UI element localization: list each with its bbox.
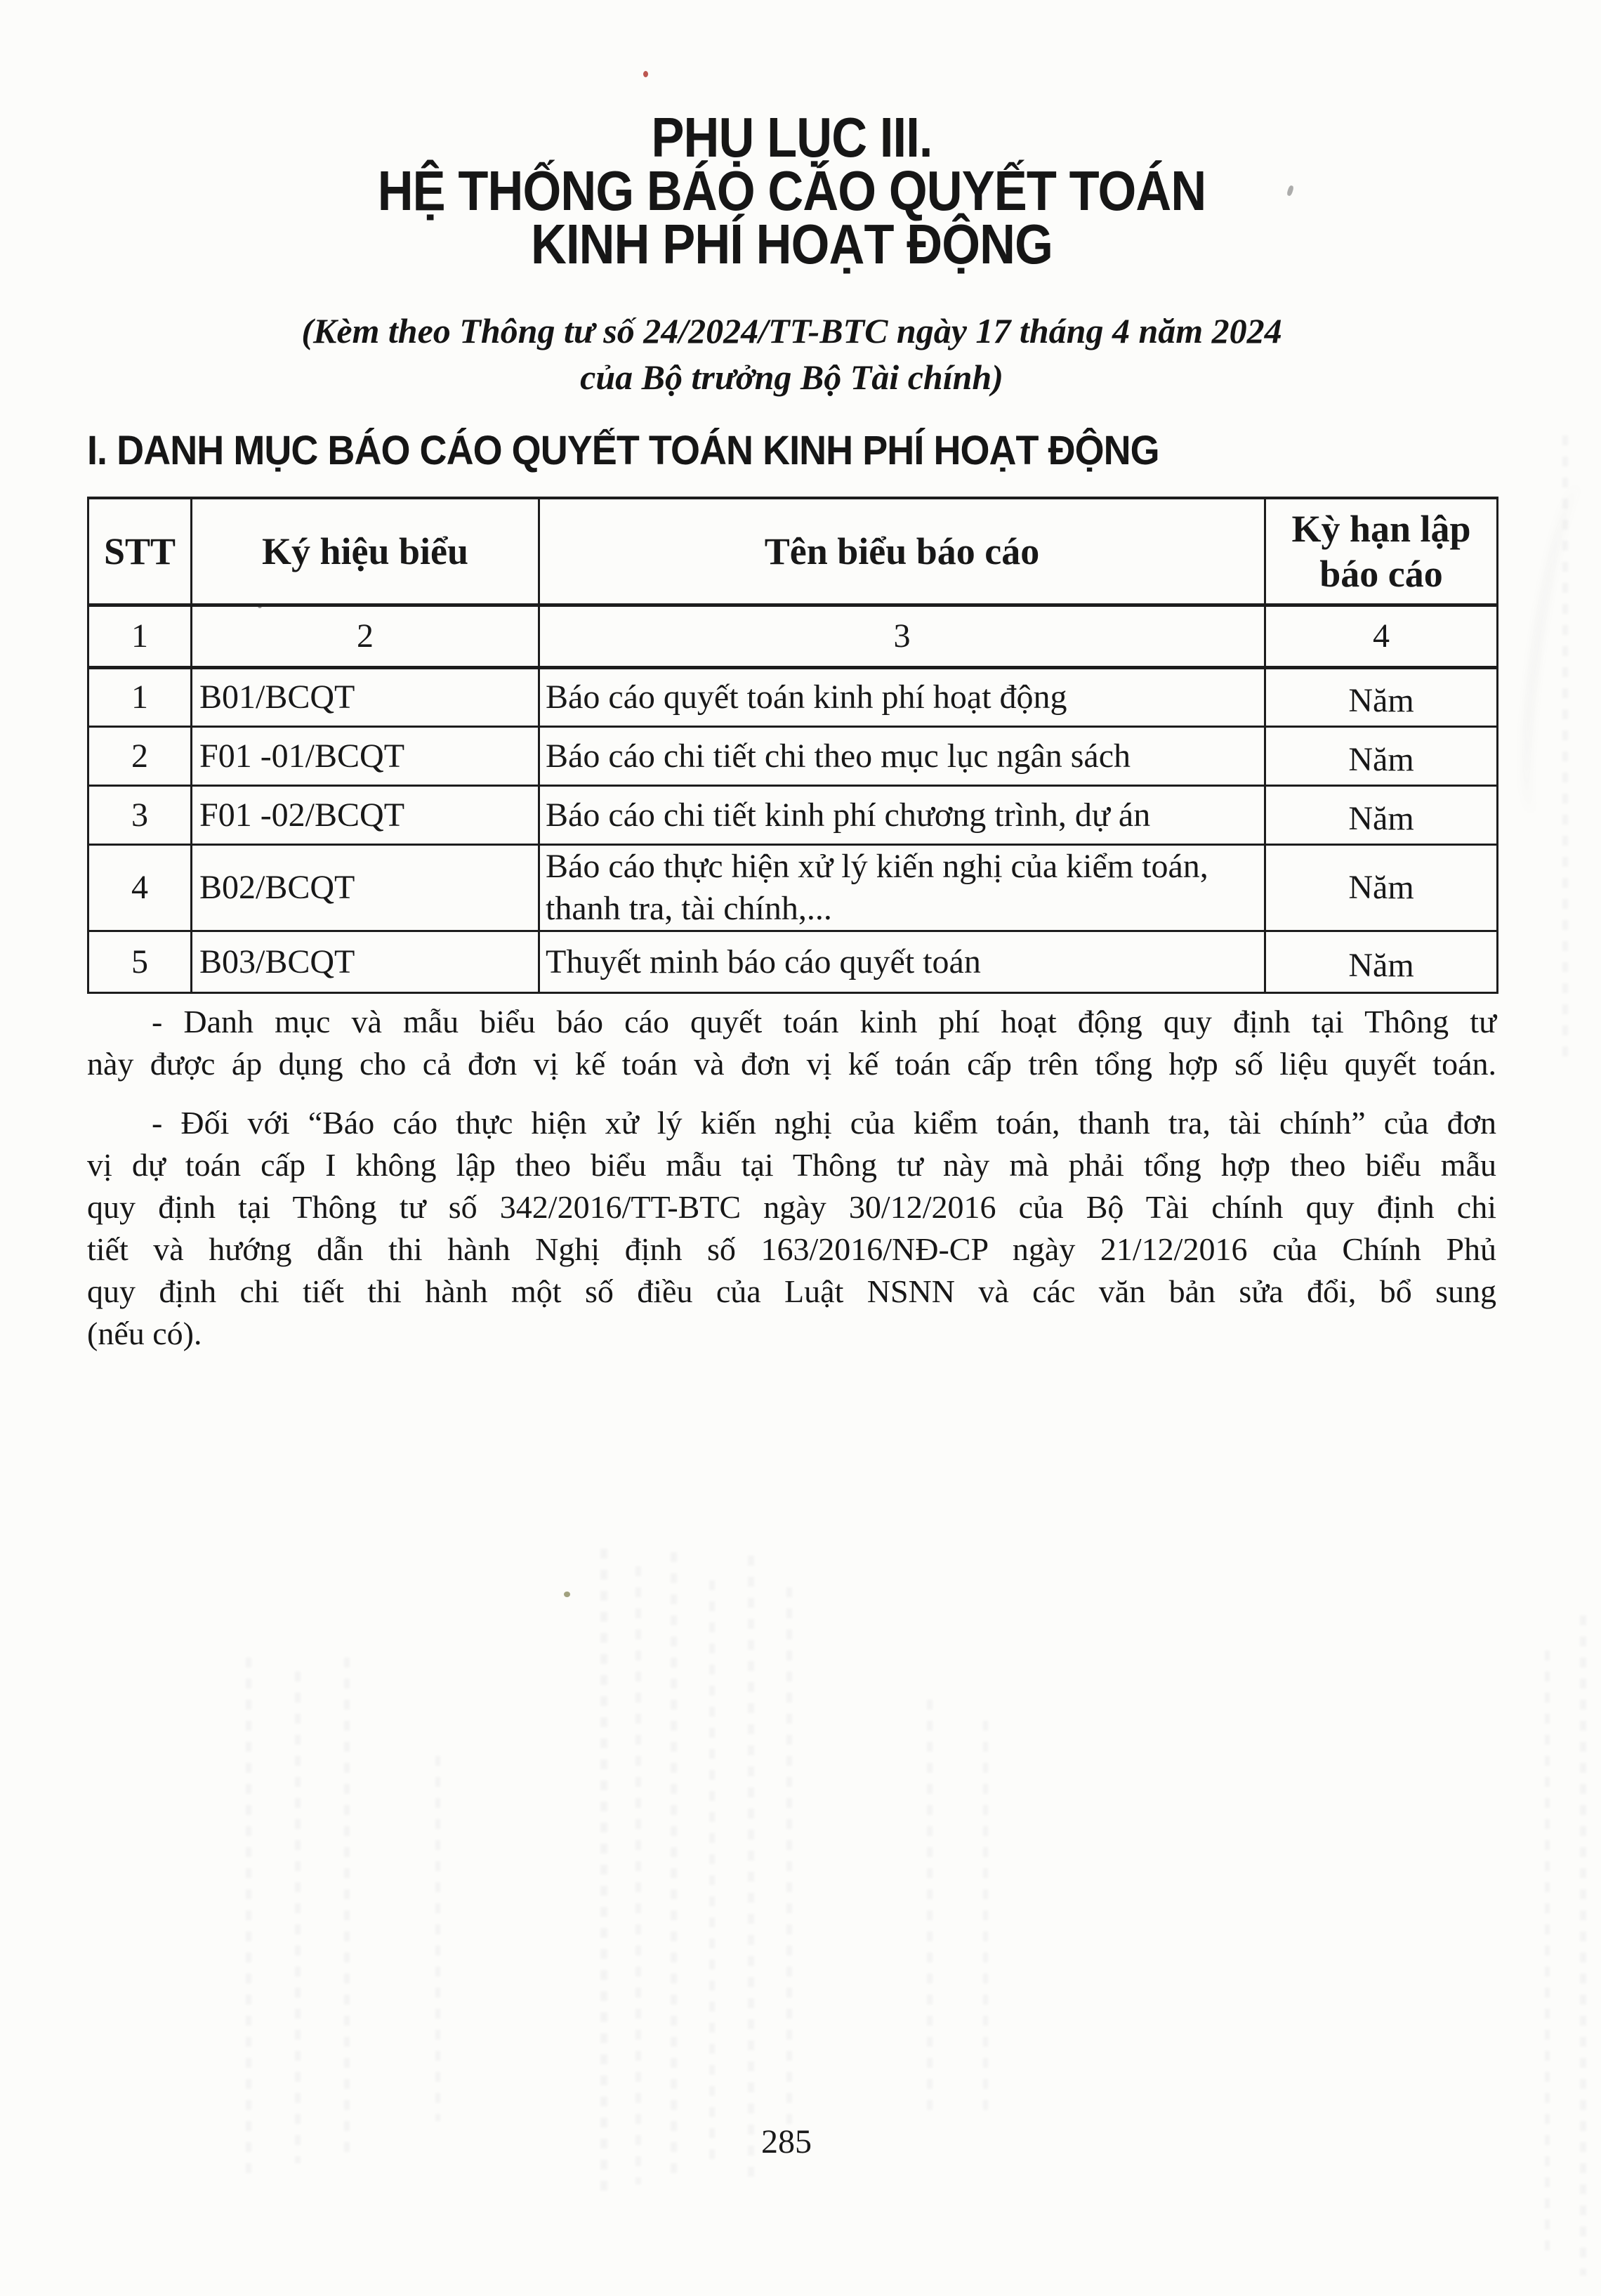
scan-bleed-artifact bbox=[983, 1721, 988, 2114]
scan-bleed-artifact bbox=[709, 1580, 715, 2170]
row-code: B01/BCQT bbox=[192, 668, 539, 727]
row-code: B03/BCQT bbox=[192, 931, 539, 993]
row-stt: 4 bbox=[88, 845, 192, 931]
table-row bbox=[88, 727, 1498, 786]
row-name: Báo cáo quyết toán kinh phí hoạt động bbox=[539, 668, 1265, 727]
row-period: Năm bbox=[1265, 668, 1498, 727]
table-row bbox=[88, 931, 1498, 993]
note-line: (nếu có). bbox=[87, 1316, 202, 1351]
row-name: Báo cáo chi tiết chi theo mục lục ngân sách bbox=[539, 727, 1265, 786]
scan-bleed-artifact bbox=[635, 1566, 641, 2184]
row-name: Báo cáo thực hiện xử lý kiến nghị của kiểm toán, thanh tra, tài chính,... bbox=[539, 845, 1265, 931]
scan-bleed-artifact bbox=[600, 1549, 607, 2202]
circular-reference-subtitle bbox=[87, 308, 1496, 400]
scan-bleed-artifact bbox=[671, 1552, 677, 2184]
col-header-period: Kỳ hạn lập báo cáo bbox=[1265, 498, 1498, 605]
col-header-name: Tên biểu báo cáo bbox=[539, 498, 1265, 605]
note-line: - Danh mục và mẫu biểu báo cáo quyết toán kinh phí hoạt động quy định tại Thông tư bbox=[152, 1004, 1496, 1039]
row-period: Năm bbox=[1265, 727, 1498, 786]
column-number-row bbox=[88, 605, 1498, 668]
col-header-stt: STT bbox=[88, 498, 192, 605]
table-row bbox=[88, 786, 1498, 845]
scan-smudge-artifact bbox=[1512, 483, 1601, 817]
appendix-title-line: HỆ THỐNG BÁO CÁO QUYẾT TOÁN bbox=[377, 159, 1206, 222]
row-stt: 3 bbox=[88, 786, 192, 845]
scan-bleed-artifact bbox=[246, 1658, 251, 2177]
document-content bbox=[87, 0, 1496, 1355]
note-paragraph-2 bbox=[87, 1102, 1496, 1355]
scan-bleed-artifact bbox=[1545, 1651, 1550, 2255]
scan-bleed-artifact bbox=[748, 1556, 754, 2181]
table-row bbox=[88, 845, 1498, 931]
row-period: Năm bbox=[1265, 931, 1498, 993]
subtitle-line: của Bộ trưởng Bộ Tài chính) bbox=[580, 357, 1003, 397]
row-code: F01 -01/BCQT bbox=[192, 727, 539, 786]
scan-bleed-artifact bbox=[927, 1700, 933, 2121]
row-code: B02/BCQT bbox=[192, 845, 539, 931]
row-name: Thuyết minh báo cáo quyết toán bbox=[539, 931, 1265, 993]
row-stt: 5 bbox=[88, 931, 192, 993]
appendix-title-line: KINH PHÍ HOẠT ĐỘNG bbox=[531, 213, 1053, 275]
row-period: Năm bbox=[1265, 845, 1498, 931]
column-number: 1 bbox=[88, 605, 192, 668]
column-number: 2 bbox=[192, 605, 539, 668]
subtitle-line: (Kèm theo Thông tư số 24/2024/TT-BTC ngày 17 tháng 4 năm 2024 bbox=[301, 311, 1282, 350]
table-row bbox=[88, 668, 1498, 727]
appendix-title bbox=[87, 106, 1496, 275]
note-line: - Đối với “Báo cáo thực hiện xử lý kiến nghị của kiểm toán, thanh tra, tài chính” của đơn bbox=[152, 1105, 1496, 1141]
scan-bleed-artifact bbox=[295, 1672, 301, 2163]
note-line: vị dự toán cấp I không lập theo biểu mẫu tại Thông tư này mà phải tổng hợp theo biểu mẫu bbox=[87, 1147, 1496, 1183]
note-paragraph-1 bbox=[87, 1001, 1496, 1085]
note-line: tiết và hướng dẫn thi hành Nghị định số 163/2016/NĐ-CP ngày 21/12/2016 của Chính Phủ bbox=[87, 1231, 1496, 1267]
scan-bleed-artifact bbox=[786, 1587, 792, 2149]
note-line: này được áp dụng cho cả đơn vị kế toán và đơn vị kế toán cấp trên tổng hợp số liệu quyết toán. bbox=[87, 1046, 1496, 1082]
row-stt: 2 bbox=[88, 727, 192, 786]
report-list-table bbox=[87, 497, 1498, 994]
note-line: quy định tại Thông tư số 342/2016/TT-BTC ngày 30/12/2016 của Bộ Tài chính quy định chi bbox=[87, 1189, 1496, 1225]
appendix-title-line: PHỤ LỤC III. bbox=[651, 106, 933, 169]
scan-bleed-artifact bbox=[344, 1658, 350, 2163]
row-name: Báo cáo chi tiết kinh phí chương trình, dự án bbox=[539, 786, 1265, 845]
column-number: 3 bbox=[539, 605, 1265, 668]
note-line: quy định chi tiết thi hành một số điều của Luật NSNN và các văn bản sửa đổi, bổ sung bbox=[87, 1273, 1496, 1309]
scan-bleed-artifact bbox=[435, 1756, 440, 2121]
scan-bleed-artifact bbox=[1580, 1615, 1586, 2276]
col-header-code: Ký hiệu biểu bbox=[192, 498, 539, 605]
table-header-row bbox=[88, 498, 1498, 605]
page-number: 285 bbox=[761, 2123, 812, 2160]
column-number: 4 bbox=[1265, 605, 1498, 668]
row-stt: 1 bbox=[88, 668, 192, 727]
row-code: F01 -02/BCQT bbox=[192, 786, 539, 845]
row-period: Năm bbox=[1265, 786, 1498, 845]
scan-speck bbox=[564, 1592, 570, 1597]
section-heading: I. DANH MỤC BÁO CÁO QUYẾT TOÁN KINH PHÍ HOẠT ĐỘNG bbox=[87, 428, 1159, 473]
